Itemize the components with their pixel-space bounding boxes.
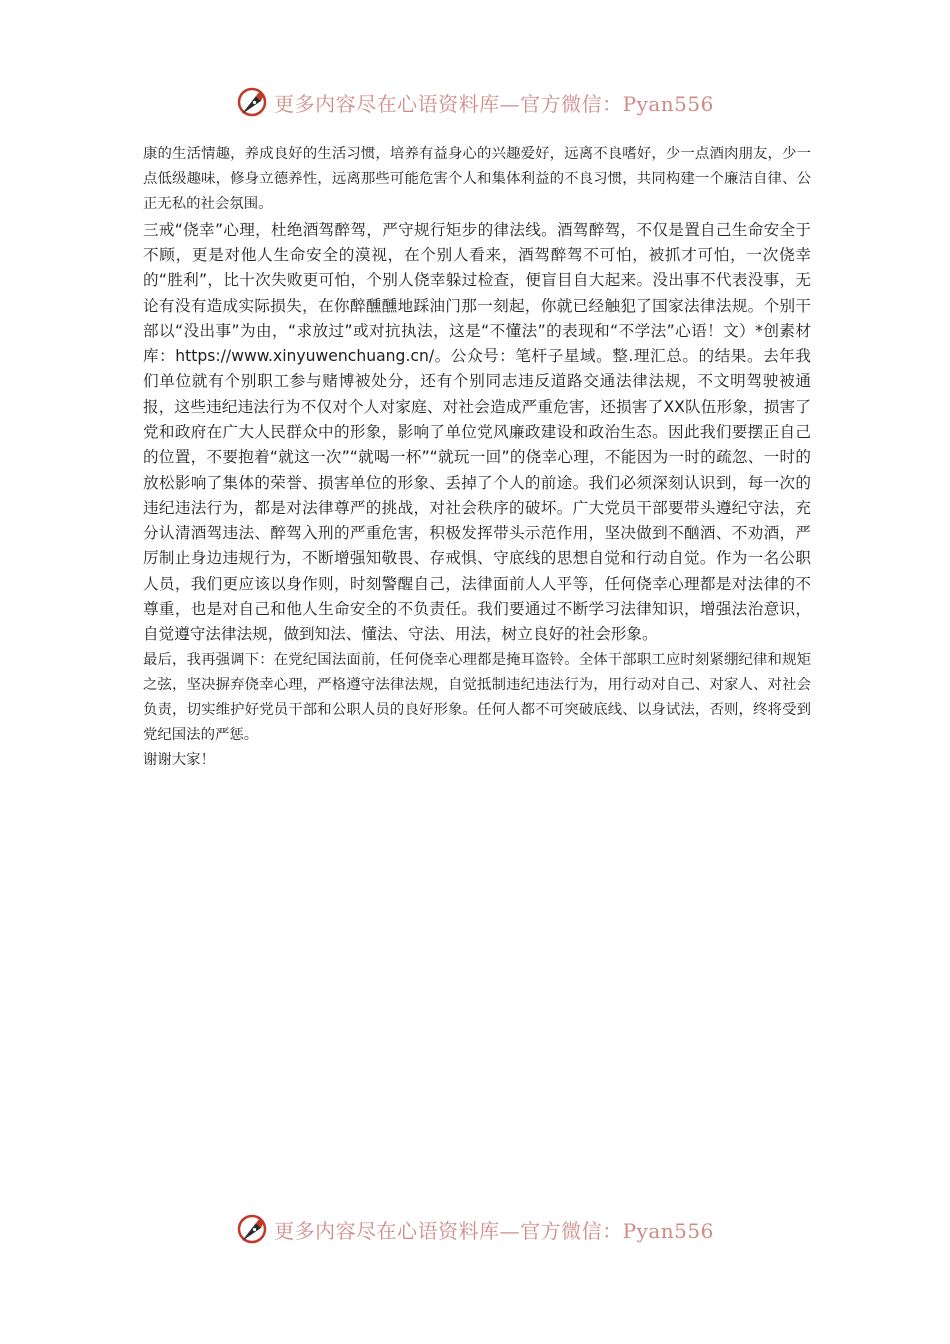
paragraph-4: 谢谢大家！ <box>143 752 215 769</box>
header-banner <box>0 82 950 122</box>
footer-banner-text: 更多内容尽在心语资料库—官方微信：Pyan556 <box>274 1218 714 1243</box>
document-body <box>143 142 811 774</box>
pen-nib-logo-icon <box>236 86 268 118</box>
paragraph-3: 最后，我再强调下：在党纪国法面前，任何侥幸心理都是掩耳盗铃。全体干部职工应时刻紧绷纪律和规矩之弦，坚决摒弃侥幸心理，严格遵守法律法规，自觉抵制违纪违法行为，用行动对自己、对家人、对社会负责，切实维护好党员干部和公职人员的良好形象。任何人都不可突破底线、以身试法，否则，终将受到党纪国法的严惩。 <box>143 651 811 744</box>
paragraph-2: 三戒“侥幸”心理，杜绝酒驾醉驾，严守规行矩步的律法线。酒驾醉驾，不仅是置自己生命安全于不顾，更是对他人生命安全的漠视，在个别人看来，酒驾醉驾不可怕，被抓才可怕，一次侥幸的“胜利”，比十次失败更可怕，个别人侥幸躲过检查，便盲目自大起来。没出事不代表没事，无论有没有造成实际损失，在你醉醺醺地踩油门那一刻起，你就已经触犯了国家法律法规。个别干部以“没出事”为由，“求放过”或对抗执法，这是“不懂法”的表现和“不学法”心语！文）*创素材库：https://www.xinyuwenchuang.cn/。公众号：笔杆子星域。整.理汇总。的结果。去年我们单位就有个别职工参与赌博被处分，还有个别同志违反道路交通法律法规，不文明驾驶被通报，这些违纪违法行为不仅对个人对家庭、对社会造成严重危害，还损害了XX队伍形象，损害了党和政府在广大人民群众中的形象，影响了单位党风廉政建设和政治生态。因此我们要摆正自己的位置，不要抱着“就这一次”“就喝一杯”“就玩一回”的侥幸心理，不能因为一时的疏忽、一时的放松影响了集体的荣誉、损害单位的形象、丢掉了个人的前途。我们必须深刻认识到，每一次的违纪违法行为，都是对法律尊严的挑战，对社会秩序的破坏。广大党员干部要带头遵纪守法，充分认清酒驾违法、醉驾入刑的严重危害，积极发挥带头示范作用，坚决做到不酗酒、不劝酒，严厉制止身边违规行为，不断增强知敬畏、存戒惧、守底线的思想自觉和行动自觉。作为一名公职人员，我们更应该以身作则，时刻警醒自己，法律面前人人平等，任何侥幸心理都是对法律的不尊重，也是对自己和他人生命安全的不负责任。我们要通过不断学习法律知识，增强法治意识，自觉遵守法律法规，做到知法、懂法、守法、用法，树立良好的社会形象。 <box>143 220 811 644</box>
header-banner-text: 更多内容尽在心语资料库—官方微信：Pyan556 <box>274 91 714 116</box>
footer-banner <box>0 1209 950 1249</box>
pen-nib-logo-icon <box>236 1213 268 1245</box>
paragraph-1: 康的生活情趣，养成良好的生活习惯，培养有益身心的兴趣爱好，远离不良嗜好，少一点酒肉朋友，少一点低级趣味，修身立德养性，远离那些可能危害个人和集体利益的不良习惯，共同构建一个廉洁自律、公正无私的社会氛围。 <box>143 146 811 213</box>
